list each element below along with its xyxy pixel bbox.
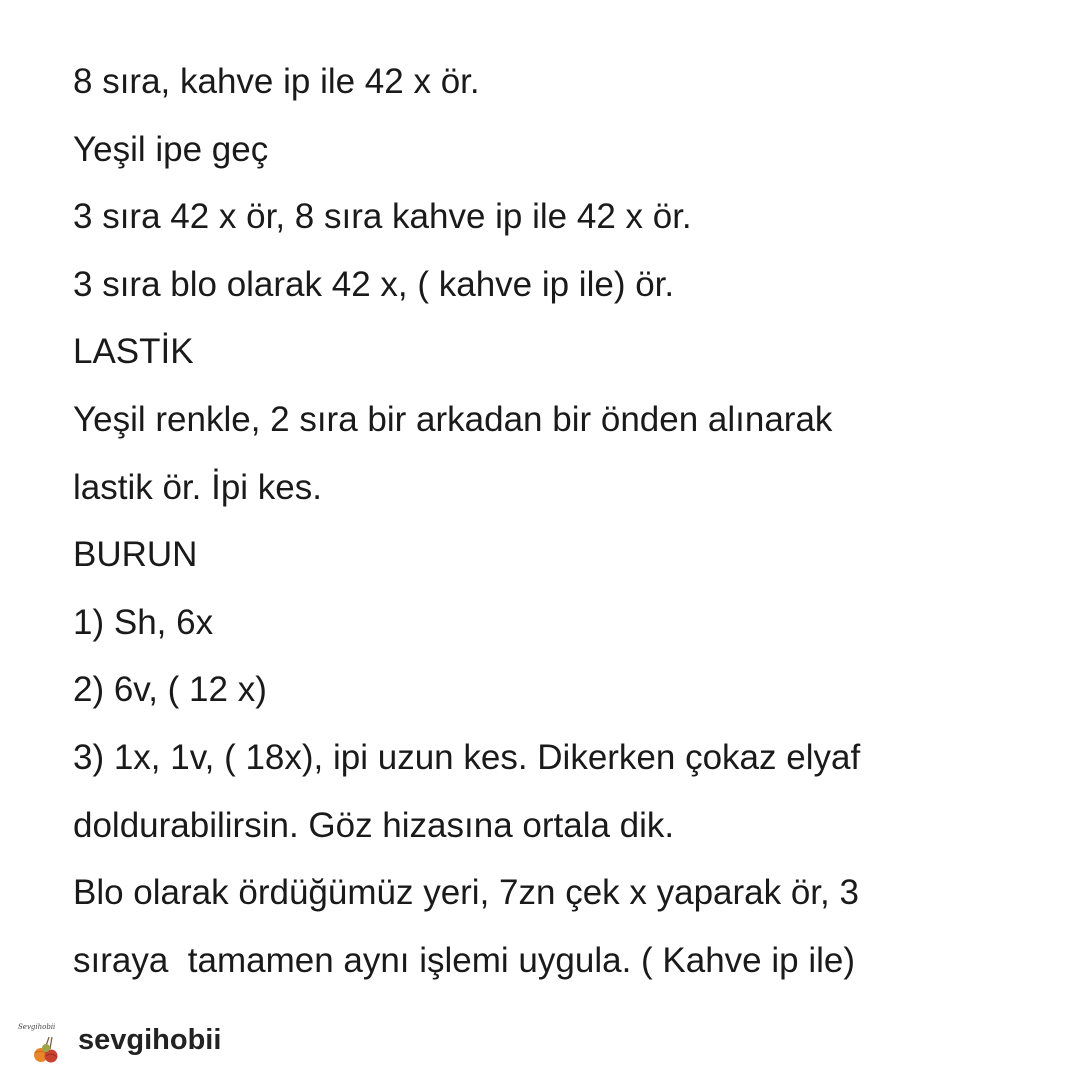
instruction-line: sıraya tamamen aynı işlemi uygula. ( Kahve ip ile) bbox=[73, 940, 855, 980]
instruction-line: doldurabilirsin. Göz hizasına ortala dik. bbox=[73, 805, 675, 845]
instruction-line: Blo olarak ördüğümüz yeri, 7zn çek x yaparak ör, 3 bbox=[73, 873, 859, 913]
account-attribution[interactable] bbox=[16, 1014, 221, 1074]
yarn-balls-icon bbox=[32, 1035, 62, 1065]
section-heading-burun: BURUN bbox=[73, 535, 198, 575]
instruction-line: 3 sıra blo olarak 42 x, ( kahve ip ile) ör. bbox=[73, 264, 675, 304]
instruction-line: 3 sıra 42 x ör, 8 sıra kahve ip ile 42 x ör. bbox=[73, 197, 692, 237]
pattern-instructions bbox=[73, 48, 1053, 994]
account-handle[interactable]: sevgihobii bbox=[78, 1023, 222, 1056]
brand-logo bbox=[16, 1017, 74, 1071]
instruction-line: 1) Sh, 6x bbox=[73, 602, 214, 642]
logo-wordmark: Sevgihobii bbox=[18, 1023, 56, 1031]
instruction-line: Yeşil renkle, 2 sıra bir arkadan bir önden alınarak bbox=[73, 399, 833, 439]
instruction-line: 8 sıra, kahve ip ile 42 x ör. bbox=[73, 62, 480, 101]
section-heading-lastik: LASTİK bbox=[73, 332, 194, 372]
instruction-line: lastik ör. İpi kes. bbox=[73, 467, 322, 507]
instruction-line: Yeşil ipe geç bbox=[73, 129, 269, 169]
instruction-line: 3) 1x, 1v, ( 18x), ipi uzun kes. Dikerken çokaz elyaf bbox=[73, 737, 861, 777]
instruction-line: 2) 6v, ( 12 x) bbox=[73, 670, 267, 710]
